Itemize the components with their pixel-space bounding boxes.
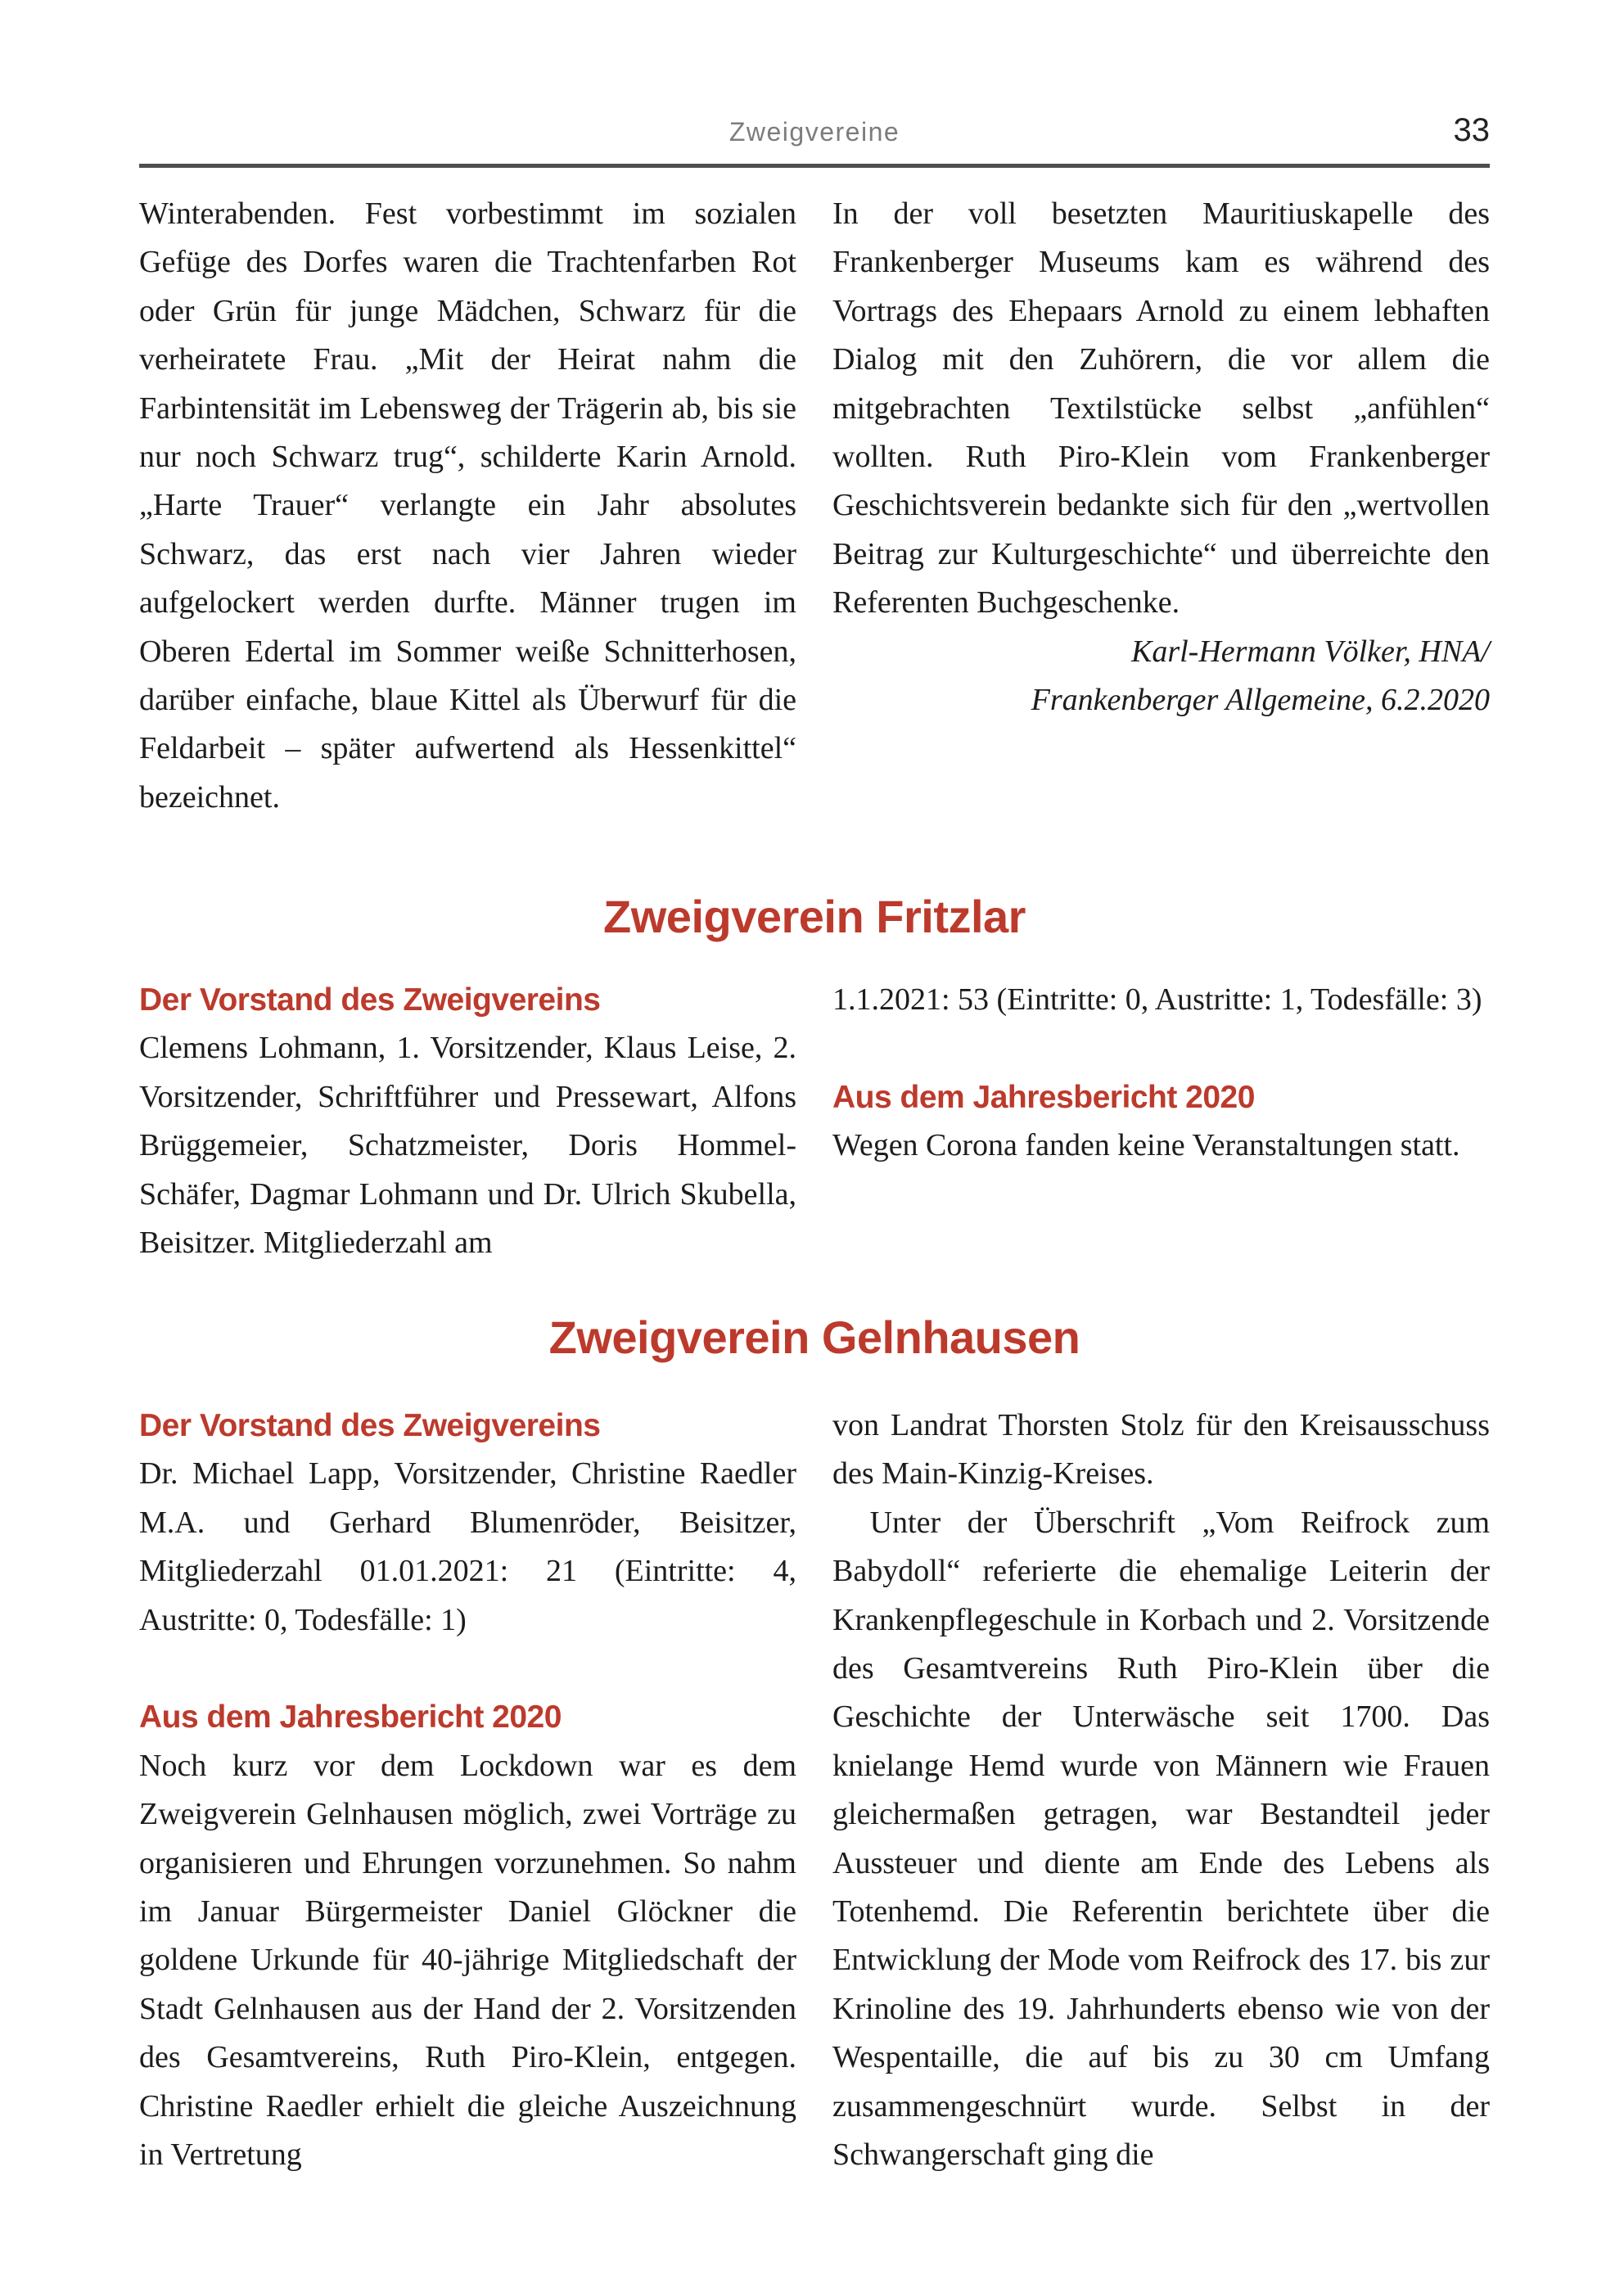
- intro-left-paragraph: Winterabenden. Fest vorbestimmt im sozialen Gefüge des Dorfes waren die Trachtenfarben Rot oder Grün für junge Mädchen, Schwarz für die verheiratete Frau. „Mit der Heirat nahm die Farbintensität im Lebensweg der Trägerin ab, bis sie nur noch Schwarz trug“, schilderte Karin Arnold. „Harte Trauer“ verlangte ein Jahr absolutes Schwarz, das erst nach vier Jahren wieder aufgelockert werden durfte. Männer trugen im Oberen Edertal im Sommer weiße Schnitterhosen, darüber einfache, blaue Kittel als Überwurf für die Feldarbeit – später aufwertend als Hessenkittel“ bezeichnet.: [139, 196, 796, 815]
- intro-right-paragraph: In der voll besetzten Mauritiuskapelle des Frankenberger Museums kam es während des Vortrags des Ehepaars Arnold zu einem lebhaften Dialog mit den Zuhörern, die vor allem die mitgebrachten Textilstücke selbst „anfühlen“ wollten. Ruth Piro-Klein vom Frankenberger Geschichtsverein bedankte sich für den „wertvollen Beitrag zur Kulturgeschichte“ und überreichte den Referenten Buchgeschenke.: [832, 196, 1490, 621]
- header-rule: [139, 164, 1490, 168]
- gelnhausen-jahresbericht-text: Noch kurz vor dem Lockdown war es dem Zweigverein Gelnhausen möglich, zwei Vorträge zu organisieren und Ehrungen vorzunehmen. So nahm im Januar Bürgermeister Daniel Glöckner die goldene Urkunde für 40-jährige Mitgliedschaft der Stadt Gelnhausen aus der Hand der 2. Vorsitzenden des Gesamtvereins, Ruth Piro-Klein, entgegen. Christine Raedler erhielt die gleiche Auszeichnung in Vertretung: [139, 1748, 796, 2173]
- section-title-fritzlar: Zweigverein Fritzlar: [603, 891, 1026, 942]
- gelnhausen-jahresbericht-text-continued2: Unter der Überschrift „Vom Reifrock zum Babydoll“ referierte die ehemalige Leiterin der Krankenpflegeschule in Korbach und 2. Vorsitzende des Gesamtvereins Ruth Piro-Klein über die Geschichte der Unterwäsche seit 1700. Das knielange Hemd wurde von Männern wie Frauen gleichermaßen getragen, war Bestandteil jeder Aussteuer und diente am Ende des Lebens als Totenhemd. Die Referentin berichtete über die Entwicklung der Mode vom Reifrock des 17. bis zur Krinoline des 19. Jahrhunderts ebenso wie von der Wespentaille, die auf bis zu 30 cm Umfang zusammengeschnürt wurde. Selbst in der Schwangerschaft ging die: [832, 1505, 1490, 2173]
- gelnhausen-vorstand-heading: Der Vorstand des Zweigvereins: [139, 1408, 601, 1443]
- attribution-line-1: Karl-Hermann Völker, HNA/: [1130, 634, 1490, 669]
- intro-right-column: [832, 190, 1490, 822]
- fritzlar-vorstand-heading: Der Vorstand des Zweigvereins: [139, 982, 601, 1018]
- intro-left-column: [139, 190, 796, 822]
- gelnhausen-section: [139, 1402, 1490, 2180]
- attribution-line-2: Frankenberger Allgemeine, 6.2.2020: [1031, 683, 1490, 718]
- running-head: Zweigvereine: [729, 117, 900, 147]
- fritzlar-section: [139, 976, 1490, 1267]
- section-title-gelnhausen: Zweigverein Gelnhausen: [548, 1311, 1080, 1363]
- gelnhausen-jahresbericht-text-continued: von Landrat Thorsten Stolz für den Kreisausschuss des Main-Kinzig-Kreises.: [832, 1408, 1490, 1492]
- gelnhausen-vorstand-text: Dr. Michael Lapp, Vorsitzender, Christine Raedler M.A. und Gerhard Blumenröder, Beisitzer, Mitgliederzahl 01.01.2021: 21 (Eintritte: 4, Austritte: 0, Todesfälle: 1): [139, 1456, 796, 1637]
- fritzlar-jahresbericht-text: Wegen Corona fanden keine Veranstaltungen statt.: [832, 1128, 1460, 1163]
- page-number: 33: [1453, 112, 1490, 148]
- gelnhausen-jahresbericht-heading: Aus dem Jahresbericht 2020: [139, 1699, 562, 1736]
- fritzlar-right-column: [832, 976, 1490, 1267]
- fritzlar-jahresbericht-heading: Aus dem Jahresbericht 2020: [832, 1079, 1255, 1115]
- intro-section: [139, 190, 1490, 822]
- gelnhausen-left-column: [139, 1402, 796, 2180]
- gelnhausen-right-column: [832, 1402, 1490, 2180]
- fritzlar-left-column: [139, 976, 796, 1267]
- fritzlar-vorstand-text: Clemens Lohmann, 1. Vorsitzender, Klaus Leise, 2. Vorsitzender, Schriftführer und Pressewart, Alfons Brüggemeier, Schatzmeister, Doris Hommel-Schäfer, Dagmar Lohmann und Dr. Ulrich Skubella, Beisitzer. Mitgliederzahl am: [139, 1031, 796, 1261]
- fritzlar-vorstand-text-continued: 1.1.2021: 53 (Eintritte: 0, Austritte: 1, Todesfälle: 3): [832, 982, 1482, 1017]
